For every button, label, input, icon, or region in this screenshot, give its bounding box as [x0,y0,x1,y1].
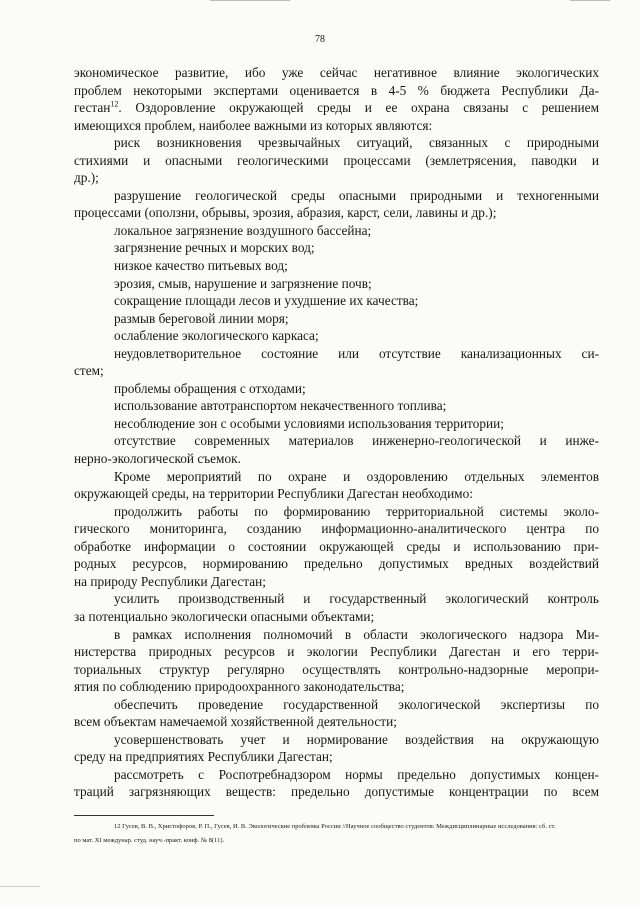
text-line: низкое качество питьевых вод; [114,258,288,274]
body-text [74,64,599,801]
text-line: гического мониторинга, созданию информационно-аналитического центра по [74,521,599,537]
text-line: усовершенствовать учет и нормирование воздействия на окружающую [114,731,599,747]
text-line: др.); [74,170,99,186]
text-line: обеспечить проведение государственной экологической экспертизы по [114,696,599,712]
text-line: экономическое развитие, ибо уже сейчас негативное влияние экологических [74,65,599,80]
scan-edge-mark [210,0,290,1]
footnote-line: 12 Гусев, В. В., Христофоров, Р. П., Гусев, И. В. Экологические проблемы России //Научное сообщество студентов: Междисциплинарные исследования: сб. ст. [114,823,556,830]
scan-edge-mark [0,886,40,887]
footnote [74,820,599,848]
text-line: проблемы обращения с отходами; [114,380,306,396]
text-line: размыв береговой линии моря; [114,310,289,326]
text-segment: . Оздоровление окружающей среды и ее охрана связаны с решением [118,100,599,116]
text-line: траций загрязняющих веществ: предельно допустимые концентрации по всем [74,784,599,800]
footnote-separator [74,815,214,816]
text-line: продолжить работы по формированию территориальной системы эколо- [114,503,599,519]
footnote-reference: 12 [110,99,119,109]
text-line: всем объектам намечаемой хозяйственной деятельности; [74,714,397,730]
text-line: ятия по соблюдению природоохранного законодательства; [74,679,405,695]
text-line: процессами (оползни, обрывы, эрозия, абразия, карст, сели, лавины и др.); [74,205,497,221]
text-line: рассмотреть с Роспотребнадзором нормы предельно допустимых концен- [114,766,599,782]
text-line: риск возникновения чрезвычайных ситуаций, связанных с природными [114,135,599,151]
text-line: в рамках исполнения полномочий в области экологического надзора Ми- [114,626,599,642]
text-line: стихиями и опасными геологическими процессами (землетрясения, паводки и [74,152,599,168]
text-line: проблем некоторыми экспертами оценивается в 4-5 % бюджета Республики Да- [74,82,599,98]
text-line: локальное загрязнение воздушного бассейна; [114,222,372,238]
text-line: неудовлетворительное состояние или отсутствие канализационных си- [114,345,599,361]
text-line: разрушение геологической среды опасными природными и техногенными [114,187,599,203]
text-line: нистерства природных ресурсов и экологии Республики Дагестан и его терри- [74,644,599,660]
text-line: родных ресурсов, нормированию предельно допустимых вредных воздействий [74,556,599,572]
text-line: использование автотранспортом некачественного топлива; [114,398,447,414]
text-line: загрязнение речных и морских вод; [114,240,315,256]
text-line: имеющихся проблем, наиболее важными из которых являются: [74,117,433,133]
scan-edge-mark [570,0,610,1]
text-line: на природу Республики Дагестан; [74,573,266,589]
text-line: ослабление экологического каркаса; [114,328,319,344]
page-number: 78 [315,34,325,45]
text-line: среду на предприятиях Республики Дагестан; [74,749,333,765]
text-segment: гестан [74,100,111,116]
text-line: усилить производственный и государственный экологический контроль [114,591,599,607]
text-line: ториальных структур регулярно осуществлять контрольно-надзорные меропри- [74,661,599,677]
text-line: окружающей среды, на территории Республики Дагестан необходимо: [74,486,473,502]
text-line: обработке информации о состоянии окружающей среды и использованию при- [74,538,599,554]
text-line: нерно-экологической съемок. [74,451,241,467]
text-line: отсутствие современных материалов инженерно-геологической и инже- [114,433,599,449]
text-line: эрозия, смыв, нарушение и загрязнение почв; [114,275,372,291]
text-line: несоблюдение зон с особыми условиями использования территории; [114,415,504,431]
text-line: сокращение площади лесов и ухудшение их качества; [114,293,419,309]
footnote-line: по мат. XI междунар. студ. науч.-практ. конф. № 8(11). [74,837,225,844]
text-line [74,99,599,117]
text-line: стем; [74,363,104,379]
text-line: Кроме мероприятий по охране и оздоровлению отдельных элементов [114,468,599,484]
text-line: за потенциально экологически опасными объектами; [74,608,375,624]
